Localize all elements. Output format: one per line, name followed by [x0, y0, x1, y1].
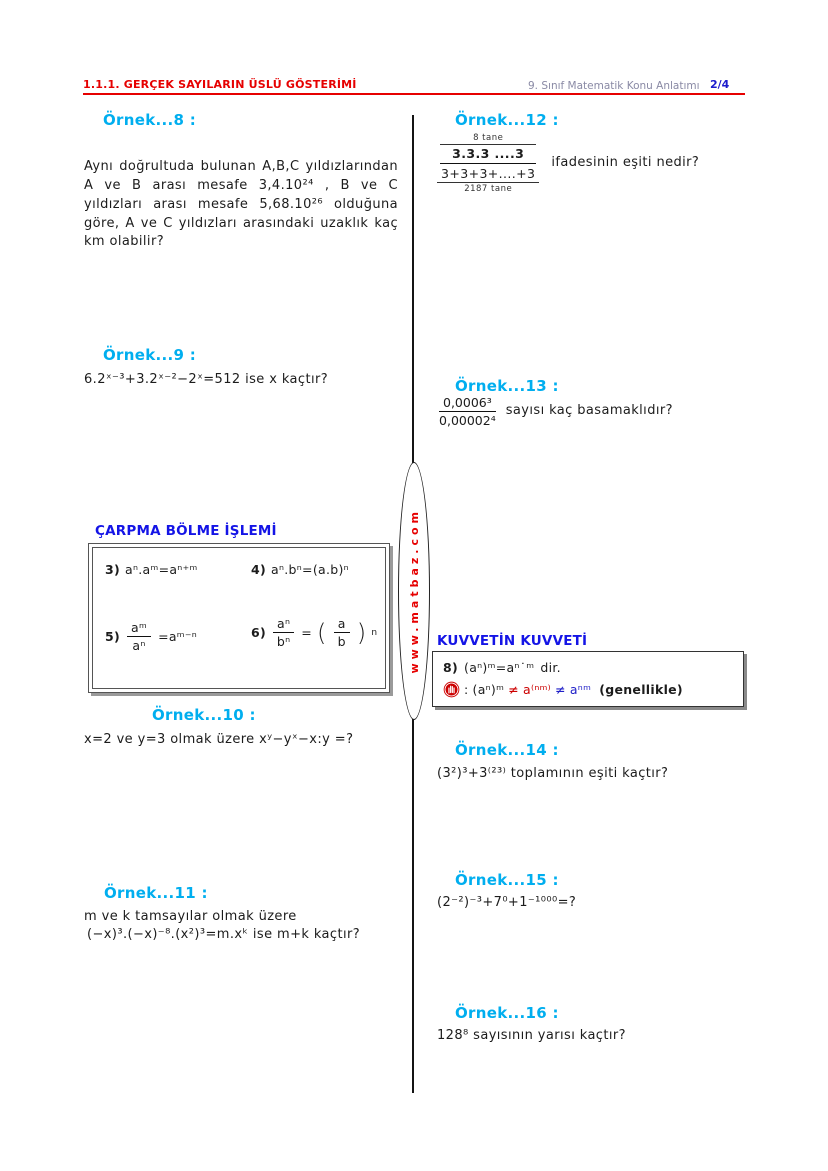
example-8-body: Aynı doğrultuda bulunan A,B,C yıldızlarından A ve B arası mesafe 3,4.10²⁴ , B ve C yıldızları arası mesafe 5,68.10²⁶ olduğuna göre, A ve C yıldızları arasındaki uzaklık kaç km olabilir?: [84, 159, 398, 250]
rule-5-fraction-denominator: aⁿ: [132, 638, 146, 653]
rule-3-number: 3): [105, 562, 121, 577]
header-divider-line: [83, 93, 745, 95]
example-10-title: Örnek...10 :: [152, 706, 256, 724]
rule-5-fraction: [127, 620, 151, 653]
rules-section-title: ÇARPMA BÖLME İŞLEMİ: [95, 523, 277, 539]
rule-item-5: [105, 620, 197, 653]
example-15-body: (2⁻²)⁻³+7⁰+1⁻¹⁰⁰⁰=?: [437, 895, 577, 910]
example-12-expression: [437, 132, 699, 195]
rule-item-3: [105, 562, 198, 577]
multiplication-division-rules-box: [88, 543, 390, 693]
rule-8-formula: (aⁿ)ᵐ=aⁿ˙ᵐ: [464, 660, 535, 675]
rule-item-6: [251, 616, 377, 649]
example-12-bottom-label: 2187 tane: [464, 184, 513, 194]
rule-6-number: 6): [251, 625, 267, 640]
warning-suffix: (genellikle): [599, 682, 683, 697]
rule-item-8: [443, 660, 733, 675]
example-16-title: Örnek...16 :: [455, 1004, 559, 1022]
rule-4-formula: aⁿ.bⁿ=(a.b)ⁿ: [271, 562, 349, 577]
power-warning-line: [443, 681, 733, 698]
rule-6-fraction: [273, 616, 294, 649]
warning-neq-2: ≠: [555, 682, 566, 697]
example-13-expression: [437, 395, 673, 428]
example-9-title: Örnek...9 :: [103, 346, 197, 364]
example-14-title: Örnek...14 :: [455, 741, 559, 759]
example-10-body: x=2 ve y=3 olmak üzere xʸ−yˣ−x:y =?: [84, 732, 354, 747]
watermark-text: www.matbaz.com: [407, 508, 421, 674]
rule-8-number: 8): [443, 660, 459, 675]
example-13-numerator: 0,0006³: [439, 395, 496, 412]
example-11-line2: (−x)³.(−x)⁻⁸.(x²)³=m.xᵏ ise m+k kaçtır?: [87, 927, 361, 942]
example-8-title: Örnek...8 :: [103, 111, 197, 129]
warning-colon: :: [464, 682, 469, 697]
example-11-title: Örnek...11 :: [104, 884, 208, 902]
power-of-power-rules-box: [432, 651, 744, 707]
example-13-title: Örnek...13 :: [455, 377, 559, 395]
example-15-title: Örnek...15 :: [455, 871, 559, 889]
rule-3-formula: aⁿ.aᵐ=aⁿ⁺ᵐ: [125, 562, 198, 577]
example-9-body: 6.2ˣ⁻³+3.2ˣ⁻²−2ˣ=512 ise x kaçtır?: [84, 372, 329, 387]
example-13-question: sayısı kaç basamaklıdır?: [505, 403, 673, 419]
rule-5-number: 5): [105, 629, 121, 644]
example-13-denominator: 0,00002⁴: [439, 413, 496, 428]
warning-expr-2: a⁽ⁿᵐ⁾: [522, 682, 552, 697]
watermark-oval: [398, 462, 430, 720]
rule-6-close-paren: ): [356, 618, 367, 647]
example-13-fraction: [439, 395, 496, 428]
example-12-question: ifadesinin eşiti nedir?: [551, 155, 700, 171]
rule-5-fraction-numerator: aᵐ: [127, 620, 151, 637]
rule-item-4: [251, 562, 349, 577]
rule-6-rhs-denominator: b: [337, 634, 346, 649]
rule-6-fraction-denominator: bⁿ: [276, 634, 291, 649]
example-12-title: Örnek...12 :: [455, 111, 559, 129]
header-left-title: 1.1.1. GERÇEK SAYILARIN ÜSLÜ GÖSTERİMİ: [83, 78, 357, 91]
rule-4-number: 4): [251, 562, 267, 577]
example-14-body: (3²)³+3⁽²³⁾ toplamının eşiti kaçtır?: [437, 766, 669, 781]
rule-8-suffix: dir.: [540, 660, 561, 675]
warning-neq-1: ≠: [508, 682, 519, 697]
rule-6-rhs-numerator: a: [334, 616, 350, 633]
rule-6-fraction-numerator: aⁿ: [273, 616, 294, 633]
header-right-title: 9. Sınıf Matematik Konu Anlatımı: [528, 80, 700, 92]
rule-6-exponent: n: [371, 627, 378, 638]
example-12-denominator: 3+3+3+....+3: [437, 164, 539, 183]
example-12-fraction: [437, 132, 539, 195]
example-12-numerator: 3.3.3 ....3: [440, 144, 536, 164]
power-section-title: KUVVETİN KUVVETİ: [437, 633, 588, 649]
rules-box-inner: [92, 547, 386, 689]
example-11-line1: m ve k tamsayılar olmak üzere: [84, 909, 297, 924]
rule-6-open-paren: (: [317, 618, 327, 647]
page-number: 2/4: [710, 78, 730, 91]
rule-5-rhs: =aᵐ⁻ⁿ: [158, 629, 198, 644]
warning-expr-3: aⁿᵐ: [569, 682, 592, 697]
rule-6-rhs-fraction: [334, 616, 350, 649]
example-16-body: 128⁸ sayısının yarısı kaçtır?: [437, 1028, 626, 1043]
warning-expr-1: (aⁿ)ᵐ: [472, 682, 505, 697]
stop-hand-icon: [443, 681, 460, 698]
example-12-top-label: 8 tane: [473, 133, 504, 143]
rule-6-equals: =: [301, 625, 313, 640]
